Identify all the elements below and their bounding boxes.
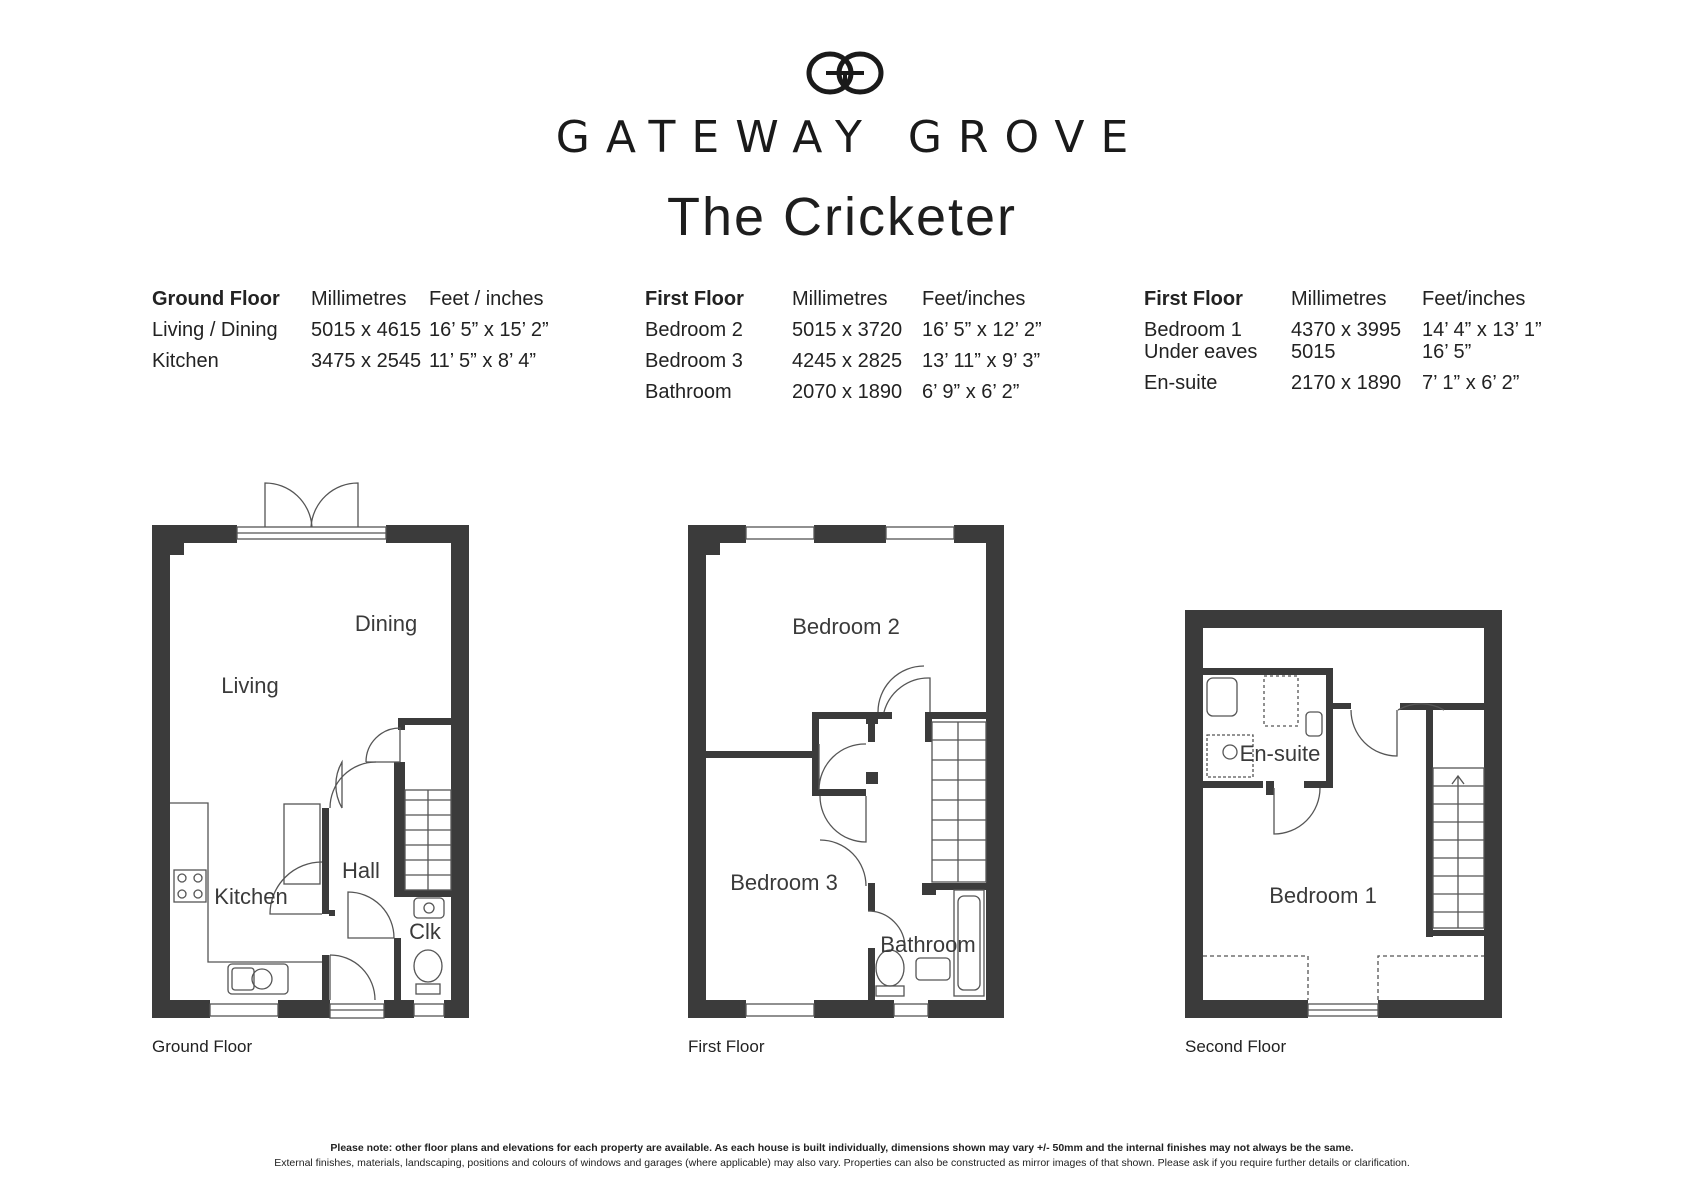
- spec-room-name: Bedroom 1: [1144, 319, 1242, 341]
- spec-room-ft: 16’ 5” x 12’ 2”: [922, 319, 1042, 341]
- page-title: The Cricketer: [666, 187, 1018, 247]
- room-label-dining: Dining: [354, 611, 418, 636]
- spec-room-mm: 4245 x 2825: [792, 350, 903, 372]
- spec-room-mm: 4370 x 3995: [1291, 319, 1402, 341]
- room-label-bathroom: Bathroom: [880, 932, 976, 957]
- spec-floor-heading: Ground Floor: [152, 288, 280, 310]
- caption-second-floor: Second Floor: [1185, 1037, 1287, 1056]
- spec-room-ft: 11’ 5” x 8’ 4”: [429, 350, 537, 372]
- spec-room-name: Bedroom 2: [645, 319, 743, 341]
- room-label-bedroom-3: Bedroom 3: [730, 870, 838, 895]
- spec-room-mm: 5015 x 3720: [792, 319, 903, 341]
- room-label-kitchen: Kitchen: [214, 884, 288, 909]
- footer-note-1: Please note: other floor plans and elevations for each property are available. As each house is built individually, dimensions shown may vary +/- 50mm and the internal finishes may not always be the same.: [330, 1142, 1354, 1154]
- spec-room-ft: 16’ 5”: [1422, 341, 1472, 363]
- spec-room-mm: 3475 x 2545: [311, 350, 422, 372]
- spec-col-mm: Millimetres: [311, 288, 407, 310]
- spec-room-name: Kitchen: [152, 350, 219, 372]
- room-label-bedroom-1: Bedroom 1: [1269, 883, 1377, 908]
- spec-room-ft: 7’ 1” x 6’ 2”: [1422, 372, 1520, 394]
- spec-room-ft: 6’ 9” x 6’ 2”: [922, 381, 1020, 403]
- spec-col-mm: Millimetres: [792, 288, 888, 310]
- spec-room-ft: 16’ 5” x 15’ 2”: [429, 319, 549, 341]
- spec-room-name: Living / Dining: [152, 319, 278, 341]
- spec-room-name: En-suite: [1144, 372, 1218, 394]
- spec-room-name: Bedroom 3: [645, 350, 743, 372]
- room-label-clk: Clk: [409, 919, 441, 944]
- spec-room-name: Bathroom: [645, 381, 732, 403]
- caption-ground-floor: Ground Floor: [152, 1037, 253, 1056]
- spec-room-mm: 2070 x 1890: [792, 381, 903, 403]
- spec-col-ft: Feet / inches: [429, 288, 544, 310]
- room-label-hall: Hall: [342, 858, 380, 883]
- spec-floor-heading: First Floor: [1144, 288, 1243, 310]
- spec-floor-heading: First Floor: [645, 288, 744, 310]
- room-label-living: Living: [221, 673, 279, 698]
- caption-first-floor: First Floor: [688, 1037, 765, 1056]
- spec-room-name: Under eaves: [1144, 341, 1258, 363]
- spec-room-mm: 2170 x 1890: [1291, 372, 1402, 394]
- footer-note-2: External finishes, materials, landscaping, positions and colours of windows and garages (where applicable) may also vary. Properties can also be constructed as mirror images of that shown. Please ask if you require further details or clarification.: [274, 1157, 1410, 1169]
- spec-room-ft: 13’ 11” x 9’ 3”: [922, 350, 1041, 372]
- spec-col-mm: Millimetres: [1291, 288, 1387, 310]
- spec-col-ft: Feet/inches: [922, 288, 1026, 310]
- spec-room-mm: 5015 x 4615: [311, 319, 422, 341]
- spec-room-mm: 5015: [1291, 341, 1336, 363]
- ground-floor-walls: [152, 525, 469, 1018]
- brand-name: GATEWAY GROVE: [555, 112, 1145, 163]
- room-label-bedroom-2: Bedroom 2: [792, 614, 900, 639]
- spec-room-ft: 14’ 4” x 13’ 1”: [1422, 319, 1542, 341]
- room-label-en-suite: En-suite: [1239, 741, 1321, 766]
- second-floor-walls: [1185, 610, 1502, 1018]
- spec-col-ft: Feet/inches: [1422, 288, 1526, 310]
